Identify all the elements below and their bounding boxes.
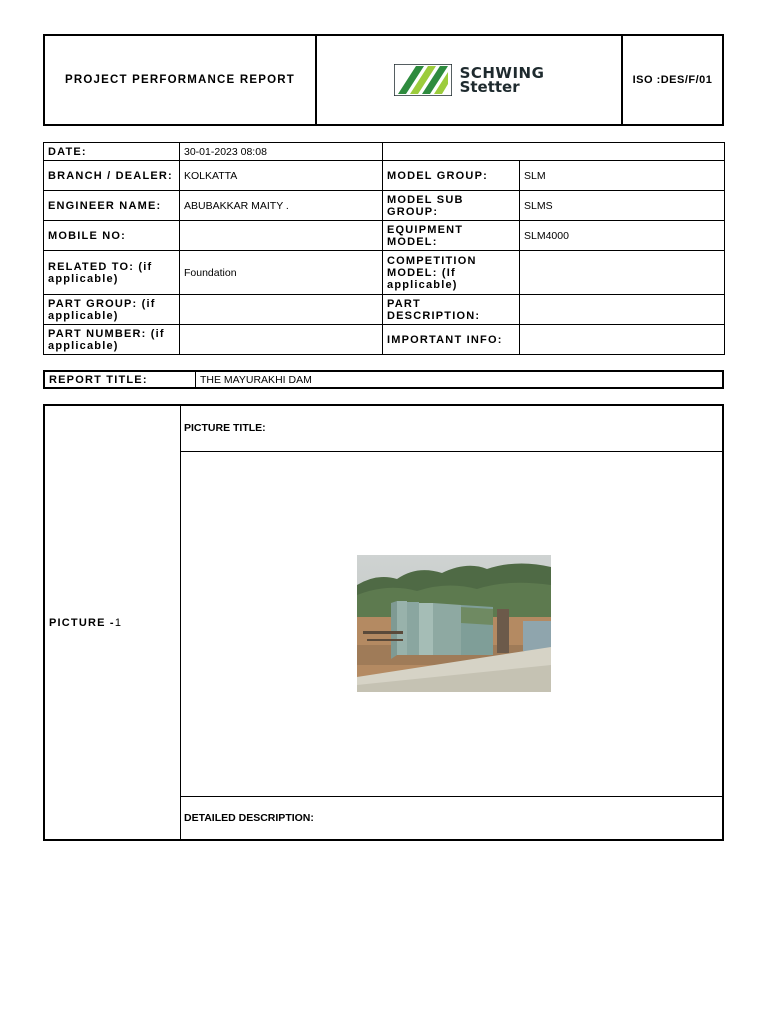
report-title-value: THE MAYURAKHI DAM	[200, 373, 312, 386]
part-group-label: PART GROUP: (if applicable)	[44, 295, 180, 325]
logo-cell	[317, 36, 623, 124]
picture-section	[43, 404, 724, 841]
part-description-value	[520, 295, 725, 325]
related-label: RELATED TO: (if applicable)	[44, 251, 180, 295]
empty-cell	[383, 143, 725, 161]
report-title-row	[43, 370, 724, 389]
table-row	[44, 143, 725, 161]
mobile-value	[180, 221, 383, 251]
detailed-description-label: DETAILED DESCRIPTION:	[184, 812, 314, 824]
part-group-value	[180, 295, 383, 325]
competition-label: COMPETITION MODEL: (If applicable)	[383, 251, 520, 295]
table-row	[44, 295, 725, 325]
report-title-label: REPORT TITLE:	[45, 372, 196, 387]
table-row	[44, 191, 725, 221]
equipment-model-label: EQUIPMENT MODEL:	[383, 221, 520, 251]
picture-label-text: PICTURE -	[49, 616, 115, 629]
schwing-stetter-logo	[394, 64, 545, 96]
report-heading: PROJECT PERFORMANCE REPORT	[45, 36, 317, 124]
logo-line-2: Stetter	[459, 78, 520, 96]
dam-construction-photo	[357, 555, 551, 692]
related-value: Foundation	[180, 251, 383, 295]
logo-line-1: SCHWING	[459, 64, 545, 82]
picture-number: 1	[114, 616, 123, 629]
part-number-label: PART NUMBER: (if applicable)	[44, 325, 180, 355]
model-sub-group-label: MODEL SUB GROUP:	[383, 191, 520, 221]
date-value: 30-01-2023 08:08	[180, 143, 383, 161]
picture-area	[181, 452, 722, 797]
important-info-value	[520, 325, 725, 355]
part-number-value	[180, 325, 383, 355]
part-description-label: PART DESCRIPTION:	[383, 295, 520, 325]
model-group-value: SLM	[520, 161, 725, 191]
competition-value	[520, 251, 725, 295]
model-sub-group-value: SLMS	[520, 191, 725, 221]
logo-stripes-icon	[394, 64, 452, 96]
table-row	[44, 221, 725, 251]
important-info-label: IMPORTANT INFO:	[383, 325, 520, 355]
model-group-label: MODEL GROUP:	[383, 161, 520, 191]
mobile-label: MOBILE NO:	[44, 221, 180, 251]
equipment-model-value: SLM4000	[520, 221, 725, 251]
report-header	[43, 34, 724, 126]
iso-code: ISO :DES/F/01	[632, 74, 713, 86]
picture-title-label: PICTURE TITLE:	[181, 406, 722, 452]
info-table	[43, 142, 725, 355]
picture-content	[181, 406, 722, 839]
branch-label: BRANCH / DEALER:	[44, 161, 180, 191]
table-row	[44, 251, 725, 295]
engineer-value: ABUBAKKAR MAITY .	[180, 191, 383, 221]
branch-value: KOLKATTA	[180, 161, 383, 191]
table-row	[44, 325, 725, 355]
picture-label	[45, 406, 181, 839]
table-row	[44, 161, 725, 191]
date-label: DATE:	[44, 143, 180, 161]
engineer-label: ENGINEER NAME:	[44, 191, 180, 221]
